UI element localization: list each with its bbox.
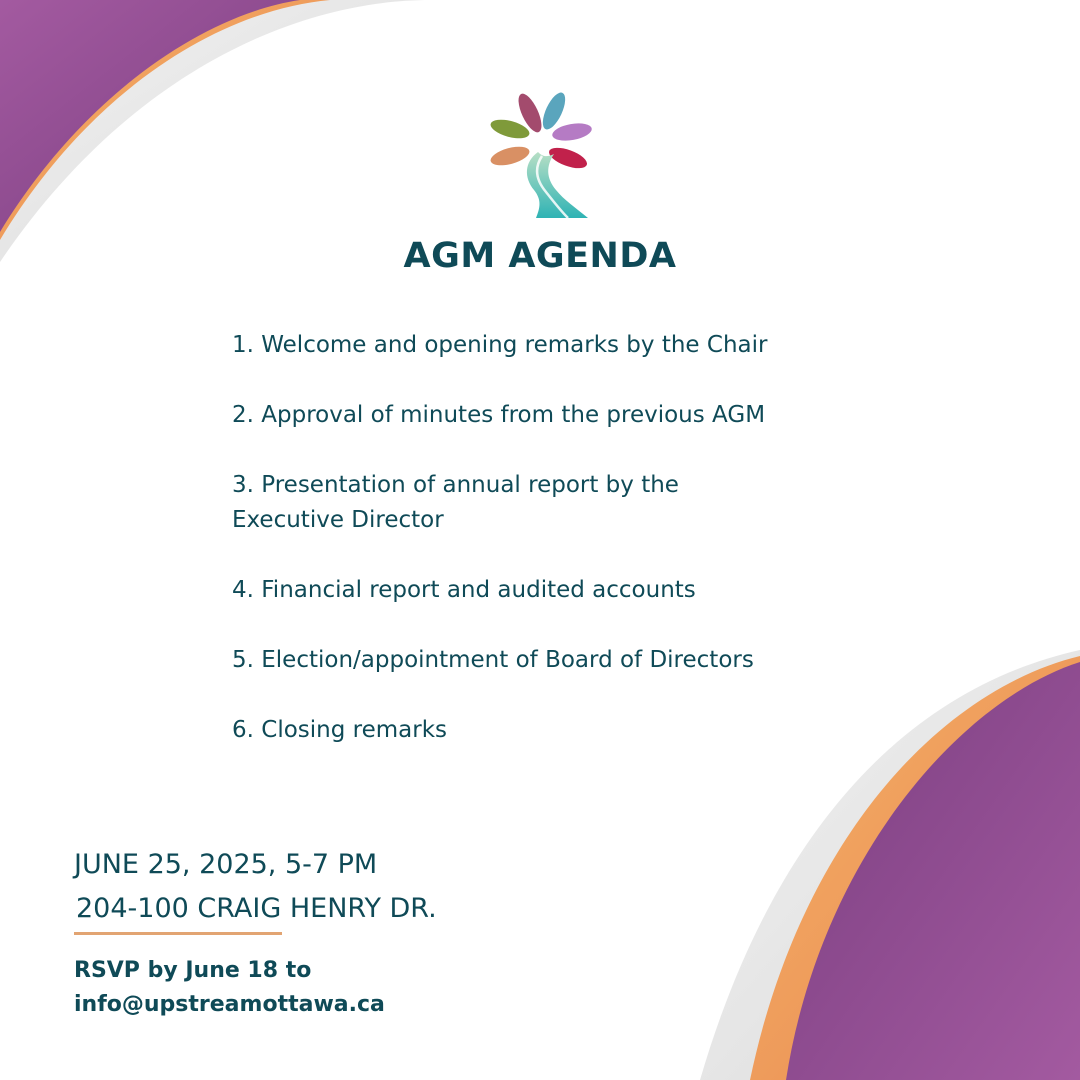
agenda-item: 5. Election/appointment of Board of Directors <box>232 647 754 673</box>
agenda-item: 2. Approval of minutes from the previous AGM <box>232 402 766 428</box>
agenda-list <box>232 328 872 783</box>
event-address: 204-100 CRAIG HENRY DR. <box>76 893 437 924</box>
agenda-item: 6. Closing remarks <box>232 717 447 743</box>
page-title: AGM AGENDA <box>403 236 677 276</box>
agenda-item: 3. Presentation of annual report by the Executive Director <box>232 472 679 533</box>
tree-logo-icon <box>480 86 600 218</box>
event-date-time: JUNE 25, 2025, 5-7 PM <box>74 849 378 880</box>
rsvp-email: info@upstreamottawa.ca <box>74 992 385 1017</box>
divider <box>74 932 282 935</box>
agenda-item: 4. Financial report and audited accounts <box>232 577 696 603</box>
agenda-item: 1. Welcome and opening remarks by the Chair <box>232 332 768 358</box>
rsvp-block <box>74 954 385 1022</box>
rsvp-deadline: RSVP by June 18 to <box>74 958 312 983</box>
